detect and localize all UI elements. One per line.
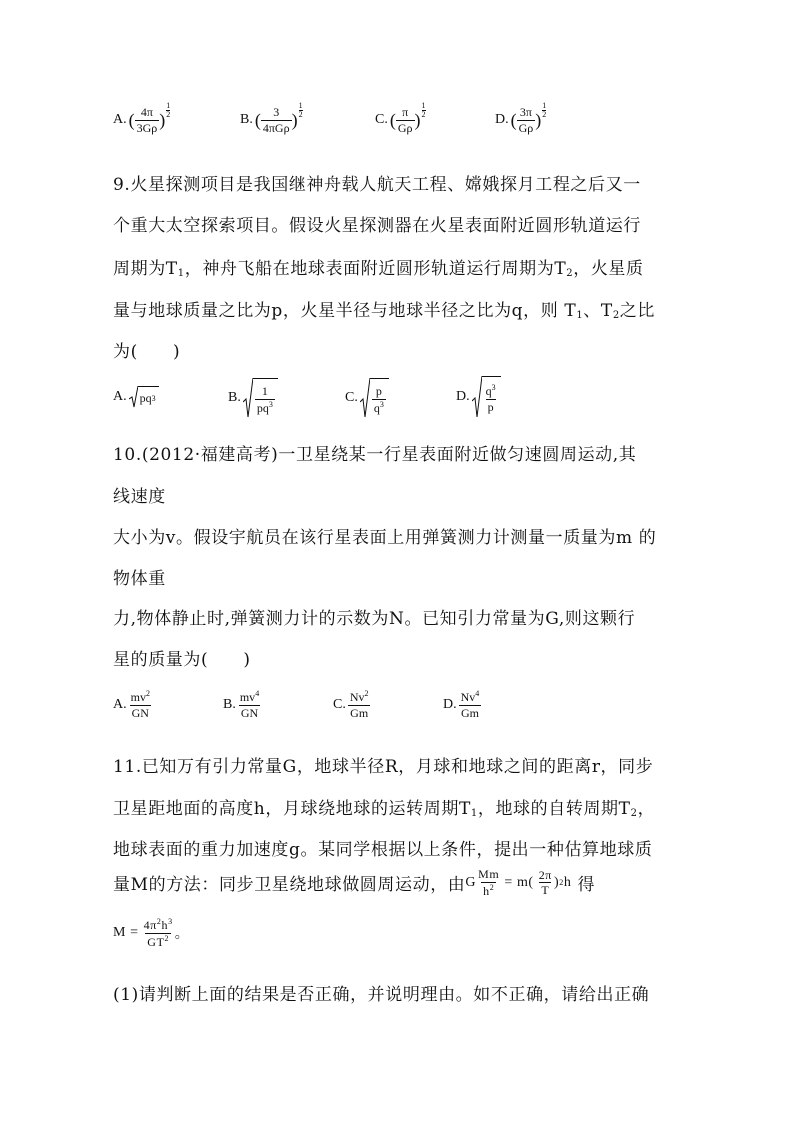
q11-line-2: 卫星距地面的高度h，月球绕地球的运转周期$T_1$，地球的自转周期$T_2$， — [113, 799, 656, 819]
q10-line-4: 物体重 — [113, 569, 166, 589]
q9-line-5: 为( ) — [113, 342, 181, 362]
q11-equation-1: G $\frac{Mm}{h^2}$ = m( $\frac{2\pi}{T}$ ) 2 h — [465, 867, 572, 898]
q10-option-a: A. $\frac{mv^2}{GN}$ — [113, 689, 150, 720]
q11-equation-2: M = $\frac{4\pi^2h^3}{GT^2}$ 。 — [113, 917, 190, 949]
q11-line-3: 地球表面的重力加速度g。某同学根据以上条件，提出一种估算地球质 — [113, 840, 653, 860]
q10-line-1: 10.(2012·福建高考)一卫星绕某一行星表面附近做匀速圆周运动,其 — [113, 445, 637, 465]
q10-option-c: C. $\frac{Nv^2}{Gm}$ — [333, 689, 369, 720]
q10-option-d: D. $\frac{Nv^4}{Gm}$ — [443, 689, 480, 720]
q9-line-3: 周期为$T_1$，神舟飞船在地球表面附近圆形轨道运行周期为$T_2$，火星质 — [113, 259, 644, 279]
q10-option-b: B. $\frac{mv^4}{GN}$ — [223, 689, 260, 720]
q9-option-a: A. pq 3 — [113, 386, 159, 408]
q8-option-d: D. ( $\frac{3\pi}{G\rho}$ ) $\frac{1}{2}$ — [495, 101, 547, 135]
q11-line-4: 量M的方法：同步卫星绕地球做圆周运动，由 G $\frac{Mm}{h^2}$ = m( $\frac{2\pi}{T}$ ) 2 h 得 — [113, 867, 596, 898]
q8-option-b: B. ( $\frac{3}{\text{4πGρ}}$ ) $\frac{1}{2}$ — [240, 101, 303, 135]
q9-line-4: 量与地球质量之比为p，火星半径与地球半径之比为q，则 $T_1$、$T_2$之比 — [113, 301, 655, 321]
q9-option-c: C. $\frac{p}{q^3}$ — [345, 378, 389, 418]
q10-line-3: 大小为v。假设宇航员在该行星表面上用弹簧测力计测量一质量为m 的 — [113, 528, 657, 548]
q11-line-6: (1)请判断上面的结果是否正确，并说明理由。如不正确，请给出正确 — [113, 985, 650, 1005]
q11-line-1: 11.已知万有引力常量G，地球半径R，月球和地球之间的距离r，同步 — [113, 757, 654, 777]
q8-option-c: C. ( $\frac{\pi}{G\rho}$ ) $\frac{1}{2}$ — [375, 101, 426, 135]
q9-line-2: 个重大太空探索项目。假设火星探测器在火星表面附近圆形轨道运行 — [113, 216, 641, 236]
q10-line-5: 力,物体静止时,弹簧测力计的示数为N。已知引力常量为G,则这颗行 — [113, 609, 636, 629]
q9-option-b: B. $\frac{1}{pq^3}$ — [228, 378, 278, 418]
q10-line-2: 线速度 — [113, 487, 166, 507]
q8-option-a: A. ( $\frac{4\pi}{3G\rho}$ ) $\frac{1}{2}$ — [113, 101, 171, 135]
q10-line-6: 星的质量为( ) — [113, 650, 251, 670]
q9-option-d: D. $\frac{q^3}{p}$ — [456, 376, 501, 418]
q9-line-1: 9.火星探测项目是我国继神舟载人航天工程、嫦娥探月工程之后又一 — [113, 175, 641, 195]
